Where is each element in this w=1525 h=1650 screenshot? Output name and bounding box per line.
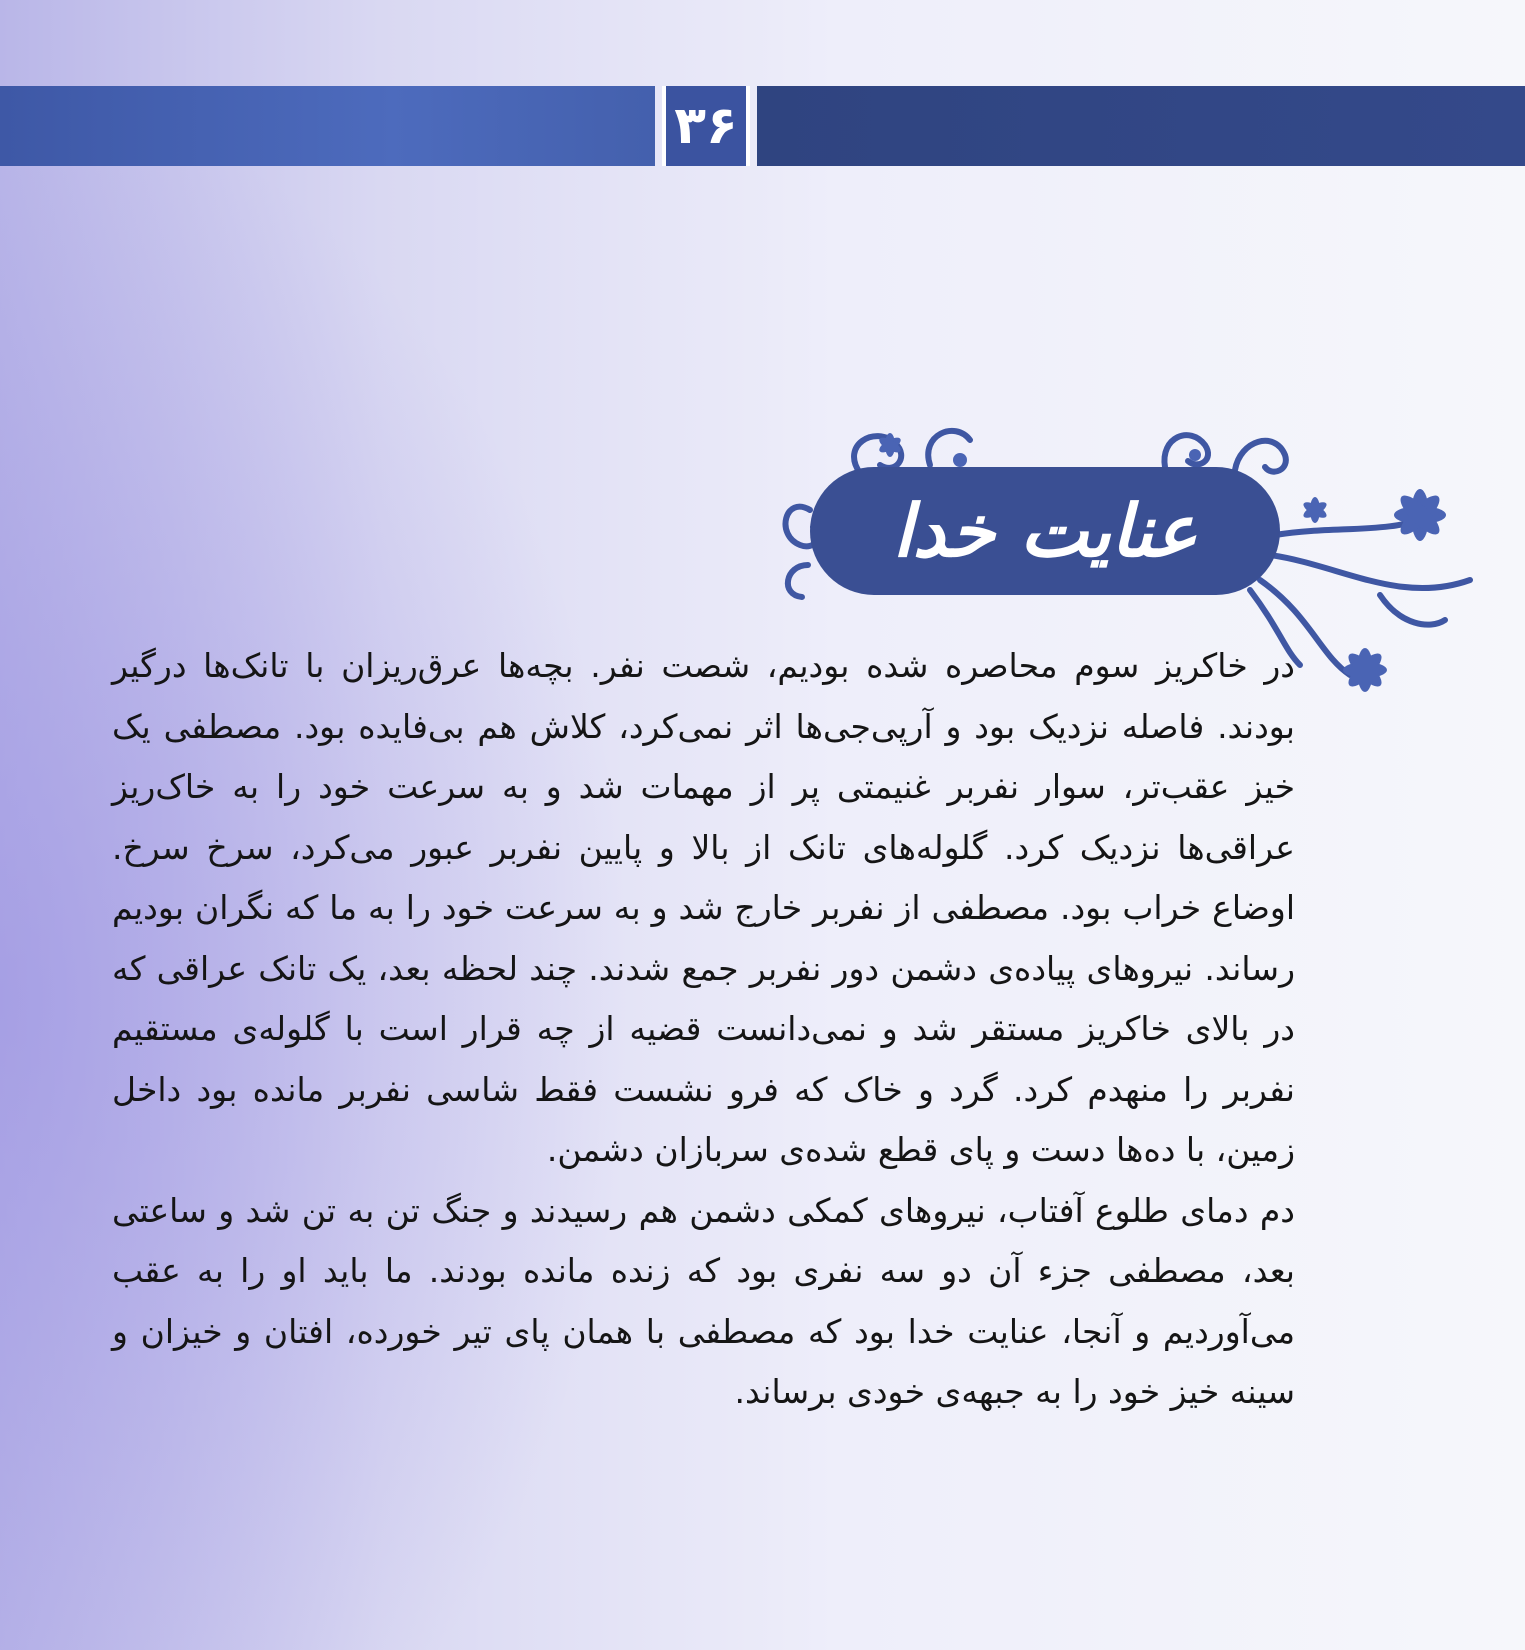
title-pill [810,467,1280,595]
paragraph-1: در خاکریز سوم محاصره شده بودیم، شصت نفر. بچه‌ها عرق‌ریزان با تانک‌ها درگیر بودند. فاصله نزدیک بود و آرپی‌جی‌ها اثر نمی‌کرد، کلاش هم بی‌فایده بود. مصطفی یک خیز عقب‌تر، سوار نفربر غنیمتی پر از مهمات شد و به سرعت خود را به خاک‌ریز عراقی‌ها نزدیک کرد. گلوله‌های تانک از بالا و پایین نفربر عبور می‌کرد، سرخ سرخ. اوضاع خراب بود. مصطفی از نفربر خارج شد و به سرعت خود را به ما که نگران بودیم رساند. نیروهای پیاده‌ی دشمن دور نفربر جمع شدند. چند لحظه بعد، یک تانک عراقی که در بالای خاکریز مستقر شد و نمی‌دانست قضیه از چه قرار است با گلوله‌ی مستقیم نفربر را منهدم کرد. گرد و خاک که فرو نشست فقط شاسی نفربر مانده بود داخل زمین، با ده‌ها دست و پای قطع شده‌ی سربازان دشمن. [112,646,1295,1169]
page-number-box [662,86,750,166]
chapter-title: عنایت خدا [892,488,1198,573]
header-band-left [0,86,655,166]
body-text [112,636,1295,1423]
header-band-right [757,86,1525,166]
page-number: ۳۶ [674,96,738,156]
paragraph-2: دم دمای طلوع آفتاب، نیروهای کمکی دشمن هم رسیدند و جنگ تن به تن شد و ساعتی بعد، مصطفی جزء آن دو سه نفری بود که زنده مانده بودند. ما باید او را به عقب می‌آوردیم و آنجا، عنایت خدا بود که مصطفی با همان پای تیر خورده، افتان و خیزان و سینه خیز خود را به جبهه‌ی خودی برساند. [112,1190,1295,1411]
